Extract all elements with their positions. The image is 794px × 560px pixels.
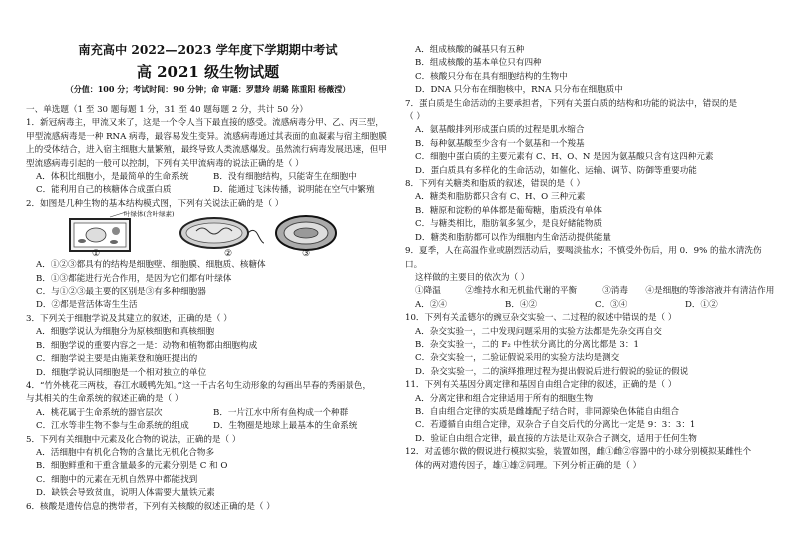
option-d[interactable]: D．缺铁会导致贫血，说明人体需要大量铁元素 (36, 488, 215, 499)
option-c[interactable]: C．细胞学说主要是由施莱登和施旺提出的 (36, 354, 198, 365)
question-3 (26, 313, 390, 380)
question-stem: 8．下列有关糖类和脂质的叙述，错误的是（ ） (405, 179, 586, 190)
question-line: 型流感病毒引起的一般可以控制，下列有关甲流病毒的说法正确的是（ ） (26, 158, 304, 169)
option-d[interactable]: D．能通过飞沫传播，说明能在空气中繁殖 (213, 185, 375, 196)
figure-label-2: ② (224, 249, 233, 260)
option-c[interactable]: C．与①②③最主要的区别是③有多种细胞器 (36, 287, 206, 298)
option-row (26, 420, 390, 433)
question-stem: 11．下列有关基因分离定律和基因自由组合定律的叙述，正确的是（ ） (405, 380, 677, 391)
figure-label-1: ① (92, 249, 101, 260)
option-c[interactable]: C．能利用自己的核糖体合成蛋白质 (36, 185, 172, 196)
question-line: 4．“竹外桃花三两枝，春江水暖鸭先知。”这一千古名句生动形象的勾画出早春的秀丽景色， (26, 380, 372, 391)
question-line: 这样做的主要目的依次为（ ） (415, 272, 530, 283)
question-line: （ ） (405, 112, 425, 123)
option-c[interactable]: C．若遵循自由组合定律，双杂合子自交后代的分离比一定是 9：3：3：1 (415, 420, 696, 431)
plant-cell-figure (66, 211, 138, 259)
option-row (405, 299, 775, 312)
option-c[interactable]: C．细胞中蛋白质的主要元素有 C、H、O、N 是因为氨基酸只含有这四种元素 (415, 152, 714, 163)
option-row (26, 407, 390, 420)
option-b[interactable]: B．组成核酸的基本单位只有四种 (415, 58, 542, 69)
option-d[interactable]: D．验证自由组合定律，最直接的方法是让双杂合子测交，适用于任何生物 (415, 433, 697, 444)
option-b[interactable]: B．①③都能进行光合作用，是因为它们都有叶绿体 (36, 273, 232, 284)
bacterium-figure (174, 211, 264, 259)
option-c[interactable]: C．杂交实验一，二验证假说采用的实验方法均是测交 (415, 353, 620, 364)
question-line: 口。 (405, 259, 423, 270)
cell-figure (26, 211, 390, 259)
question-2 (26, 198, 390, 313)
option-a[interactable]: A．氨基酸排列形成蛋白质的过程是肌水缩合 (415, 125, 585, 136)
option-b[interactable]: B．没有细胞结构，只能寄生在细胞中 (213, 172, 357, 183)
figure-label-3: ③ (302, 249, 311, 260)
option-d[interactable]: D．①② (685, 299, 718, 310)
statement-1: ①降温 (415, 286, 441, 297)
statement-4: ④是细胞的等渗溶液并有清洁作用 (645, 286, 775, 297)
option-c[interactable]: C．③④ (595, 299, 628, 310)
option-d[interactable]: D．杂交实验一，二的演绎推理过程为提出假说后进行假说的验证的假说 (415, 366, 689, 377)
option-a[interactable]: A．组成核酸的碱基只有五种 (415, 45, 525, 55)
question-line: 7．蛋白质是生命活动的主要承担者，下列有关蛋白质的结构和功能的说法中，错误的是 (405, 98, 738, 109)
option-a[interactable]: A．细胞学说认为细胞分为原核细胞和真核细胞 (36, 327, 215, 338)
question-6-options (405, 44, 775, 98)
section-heading: 一、单选题（1 至 30 题每题 1 分，31 至 40 题每题 2 分，共计 50 分） (26, 105, 308, 115)
statement-2: ②维持水和无机盐代谢的平衡 (465, 286, 578, 297)
question-line: 体的两对遗传因子，雄①雄②同理。下列分析正确的是（ ） (415, 460, 642, 471)
option-b[interactable]: B．细胞学说的重要内容之一是：动物和植物都由细胞构成 (36, 340, 258, 351)
option-d[interactable]: D．DNA 只分布在细胞核中，RNA 只分布在细胞质中 (415, 85, 623, 96)
question-9 (405, 245, 775, 312)
question-8 (405, 178, 775, 245)
question-10 (405, 312, 775, 379)
option-b[interactable]: B．杂交实验一，二的 F₂ 中性状分离比的分离比都是 3：1 (415, 339, 639, 350)
option-a[interactable]: A．活细胞中有机化合物的含量比无机化合物多 (36, 447, 215, 458)
option-d[interactable]: D．细胞学说认同细胞是一个相对独立的单位 (36, 367, 207, 378)
option-b[interactable]: B．④② (505, 299, 538, 310)
question-12 (405, 446, 775, 473)
question-line: 甲型流感病毒是一种 RNA 病毒，最容易发生变异。流感病毒通过其表面的血凝素与宿主细胞膜 (26, 131, 387, 142)
exam-info: （分值：100 分；考试时间：90 分钟；命 审题：罗慧玲 胡璐 陈重阳 杨薇滢） (65, 84, 351, 94)
right-body (405, 44, 775, 473)
question-7 (405, 98, 775, 178)
right-column (405, 0, 775, 560)
question-stem: 5．下列有关细胞中元素及化合物的说法，正确的是（ ） (26, 434, 241, 445)
option-a[interactable]: A．①②③都具有的结构是细胞壁、细胞膜、细胞质、核糖体 (36, 260, 266, 271)
option-b[interactable]: B．自由组合定律的实质是雌雄配子结合时，非同源染色体能自由组合 (415, 406, 680, 417)
option-b[interactable]: B．糖原和淀粉的单体都是葡萄糖，脂质没有单体 (415, 205, 602, 216)
option-d[interactable]: D．②都是营活体寄生生活 (36, 300, 138, 311)
statement-3: ③消毒 (602, 286, 628, 297)
option-row (26, 171, 390, 184)
option-c[interactable]: C．细胞中的元素在无机自然界中都能找到 (36, 474, 198, 485)
option-a[interactable]: A．体积比细胞小，是最简单的生命系统 (36, 172, 189, 183)
option-b[interactable]: B．每种氨基酸至少含有一个氨基和一个羧基 (415, 138, 585, 149)
question-line: 上的受体结合，进入宿主细胞大量繁殖，最终导致人类流感爆发。虽然流行病毒发展迅速，但甲 (26, 145, 387, 156)
option-d[interactable]: D．糖类和脂肪都可以作为细胞内生命活动提供能量 (415, 232, 611, 243)
question-line: 9．夏季，人在高温作业或剧烈活动后，要喝淡盐水；不慎受外伤后，用 0．9% 的盐水清洗伤 (405, 246, 762, 257)
option-a[interactable]: A．桃花属于生命系统的器官层次 (36, 407, 163, 418)
option-a[interactable]: A．分离定律和组合定律适用于所有的细胞生物 (415, 393, 594, 404)
option-b[interactable]: B．细胞鲜重和干重含量最多的元素分别是 C 和 O (36, 461, 228, 472)
question-6-stem: 6．核酸是遗传信息的携带者，下列有关核酸的叙述正确的是（ ） (26, 501, 275, 512)
option-a[interactable]: A．②④ (415, 299, 447, 310)
left-column (26, 0, 390, 560)
exam-subtitle: 高 2021 级生物试题 (136, 63, 280, 81)
question-stem: 3．下列关于细胞学说及其建立的叙述，正确的是（ ） (26, 313, 232, 324)
question-line: 1．新冠病毒主，甲流又来了，这是一个令人当下最直接的感受。流感病毒分甲、乙、丙三型， (26, 118, 384, 129)
option-a[interactable]: A．糖类和脂肪都只含有 C、H、O 三种元素 (415, 192, 586, 203)
option-c[interactable]: C．核酸只分布在具有细胞结构的生物中 (415, 71, 568, 82)
option-c[interactable]: C．江水等非生物不参与生命系统的组成 (36, 421, 189, 432)
question-1 (26, 117, 390, 197)
left-body (26, 104, 390, 514)
exam-title: 南充高中 2022—2023 学年度下学期期中考试 (78, 43, 338, 57)
question-stem: 2．如图是几种生物的基本结构模式图，下列有关说法正确的是（ ） (26, 198, 284, 209)
question-5 (26, 434, 390, 501)
option-d[interactable]: D．生物圈是地球上最基本的生命系统 (213, 421, 358, 432)
question-11 (405, 379, 775, 446)
option-row (26, 184, 390, 197)
option-a[interactable]: A．杂交实验一，二中发现问题采用的实验方法都是先杂交再自交 (415, 326, 662, 337)
question-line: 与其相关的生命系统的叙述正确的是（ ） (26, 394, 184, 405)
figure-caption: 叶绿体(含叶绿素) (124, 210, 175, 219)
statement-row (405, 285, 775, 298)
option-b[interactable]: B．一片江水中所有鱼构成一个种群 (213, 407, 349, 418)
question-4 (26, 380, 390, 434)
option-c[interactable]: C．与糖类相比，脂肪氧多氢少，是良好储能物质 (415, 219, 603, 230)
option-d[interactable]: D．蛋白质具有多样化的生命活动，如催化、运输、调节、防御等重要功能 (415, 165, 697, 176)
question-line: 12．对孟德尔做的假说进行模拟实验，装置如图，雌①雌②容器中的小球分别模拟某雌性个 (405, 447, 752, 458)
question-stem: 10．下列有关孟德尔的豌豆杂交实验一、二过程的叙述中错误的是（ ） (405, 313, 677, 324)
